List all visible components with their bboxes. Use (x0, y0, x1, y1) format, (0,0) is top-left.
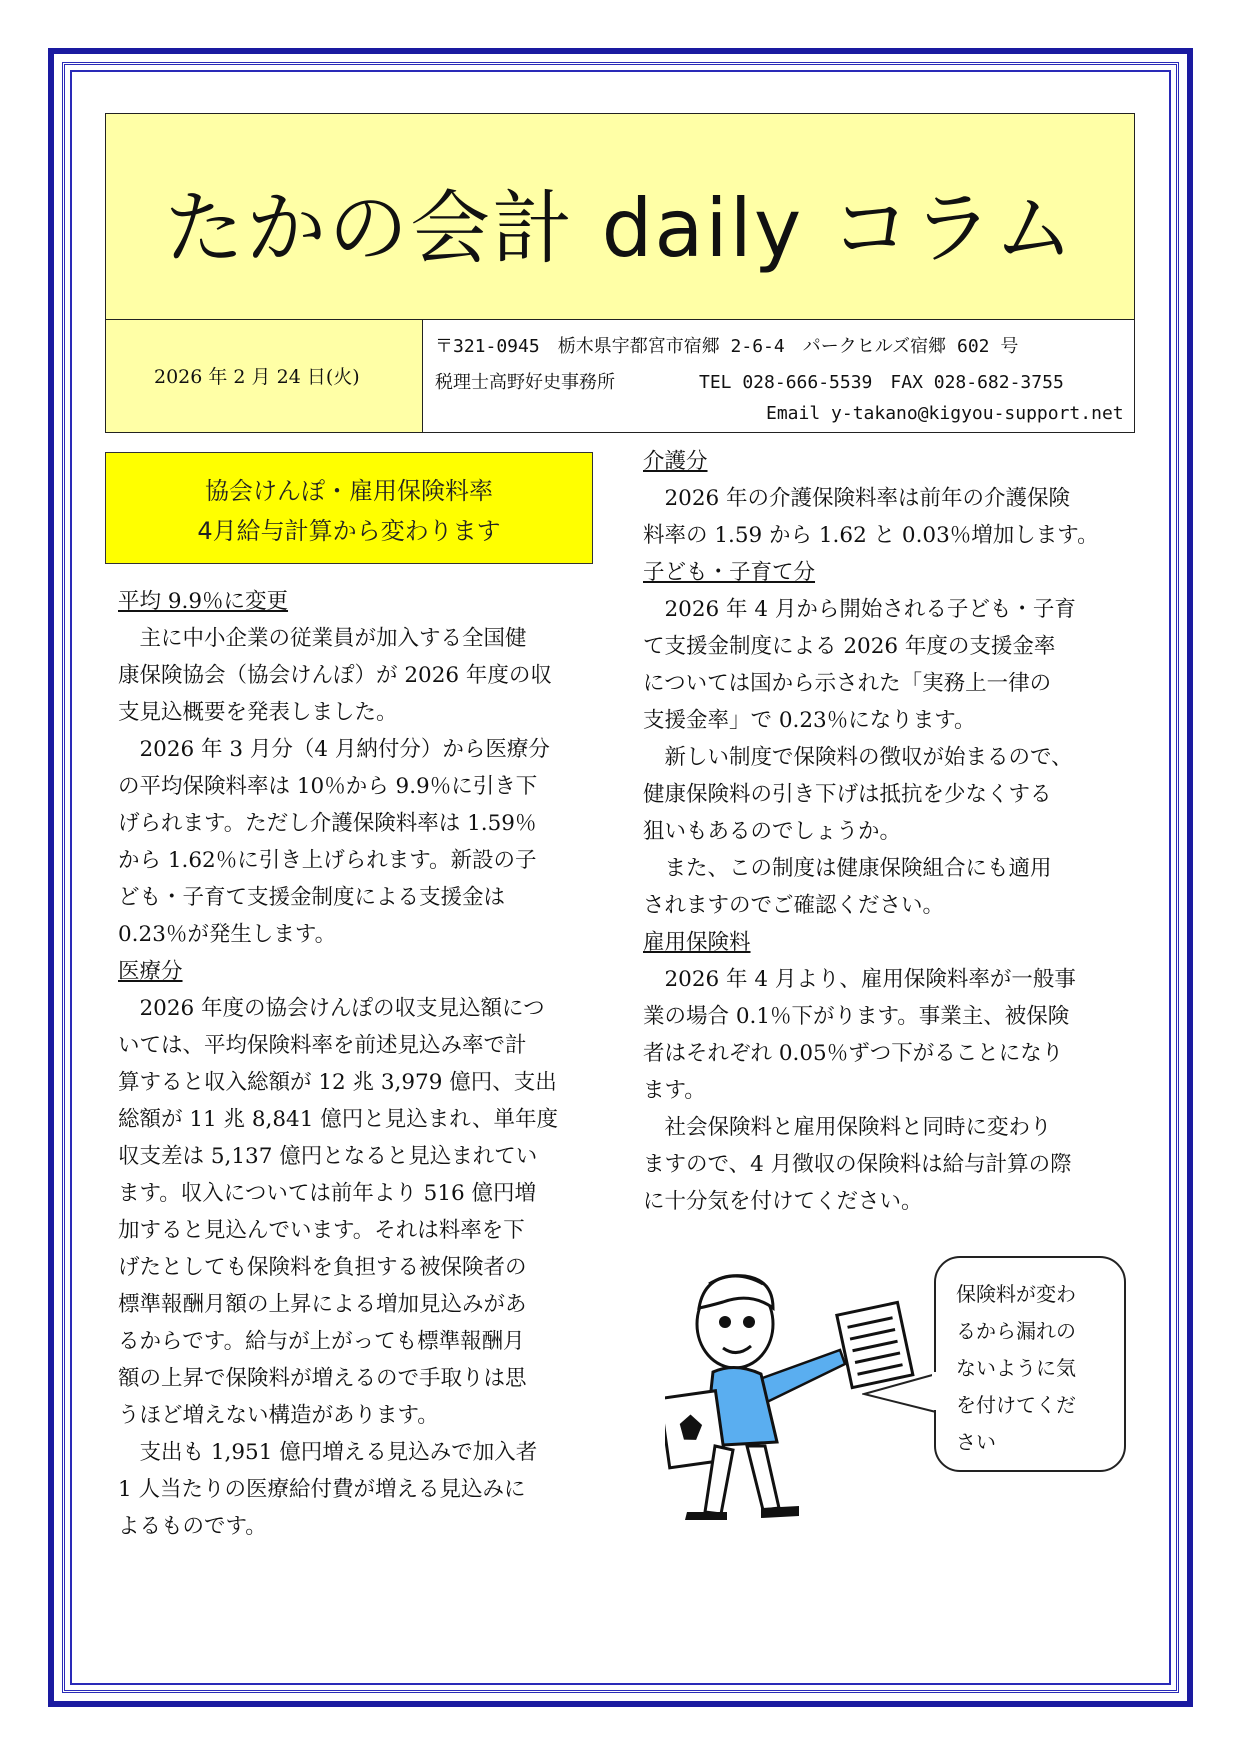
body-line: ますので、4 月徴収の保険料は給与計算の際 (643, 1152, 1072, 1177)
speech-bubble-line: 保険料が変わ (956, 1282, 1076, 1306)
body-line: 収支差は 5,137 億円となると見込まれてい (118, 1144, 538, 1169)
body-line: 料率の 1.59 から 1.62 と 0.03％増加します。 (643, 523, 1099, 548)
body-line: て支援金制度による 2026 年度の支援金率 (643, 634, 1056, 659)
section-heading: 平均 9.9％に変更 (118, 589, 289, 614)
body-line: については国から示された「実務上一律の (643, 671, 1052, 696)
body-line: 健康保険料の引き下げは抵抗を少なくする (643, 782, 1052, 807)
speech-bubble-line: るから漏れの (956, 1319, 1076, 1343)
body-line: 狙いもあるのでしょうか。 (643, 819, 902, 844)
body-line: ます。 (643, 1078, 706, 1103)
office-email: Email y-takano@kigyou-support.net (766, 403, 1124, 424)
bubble-tail-joint (932, 1372, 938, 1410)
body-line: 康保険協会（協会けんぽ）が 2026 年度の収 (118, 663, 552, 688)
right-column (643, 443, 1133, 1220)
body-line: に十分気を付けてください。 (643, 1189, 923, 1214)
section-heading: 子ども・子育て分 (643, 560, 816, 585)
body-line: 主に中小企業の従業員が加入する全国健 (118, 626, 527, 651)
contact-info (423, 320, 1134, 432)
left-column (118, 583, 603, 1545)
body-line: 支出も 1,951 億円増える見込みで加入者 (118, 1440, 538, 1465)
body-line: 新しい制度で保険料の徴収が始まるので、 (643, 745, 1073, 770)
body-line: 者はそれぞれ 0.05％ずつ下がることになり (643, 1041, 1064, 1066)
body-line: ます。収入については前年より 516 億円増 (118, 1181, 537, 1206)
section-heading: 介護分 (643, 449, 708, 474)
body-line: から 1.62％に引き上げられます。新設の子 (118, 848, 537, 873)
headline-line-2: 4月給与計算から変わります (197, 517, 501, 545)
body-line: 額の上昇で保険料が増えるので手取りは思 (118, 1366, 527, 1391)
body-line: されますのでご確認ください。 (643, 893, 945, 918)
section-heading: 医療分 (118, 959, 183, 984)
body-line: げられます。ただし介護保険料率は 1.59％ (118, 811, 537, 836)
body-line: 0.23％が発生します。 (118, 922, 337, 947)
section-heading: 雇用保険料 (643, 930, 751, 955)
body-line: げたとしても保険料を負担する被保険者の (118, 1255, 527, 1280)
body-line: うほど増えない構造があります。 (118, 1403, 439, 1428)
speech-bubble-line: ないように気 (956, 1356, 1076, 1380)
speech-bubble-line: を付けてくだ (956, 1393, 1076, 1417)
headline-box (105, 452, 593, 564)
speech-bubble-text (956, 1276, 1076, 1461)
body-line: 支見込概要を発表しました。 (118, 700, 398, 725)
body-line: よるものです。 (118, 1514, 267, 1539)
speech-bubble-tail (862, 1370, 942, 1420)
body-line: 総額が 11 兆 8,841 億円と見込まれ、単年度 (118, 1107, 559, 1132)
office-tel-fax: TEL 028-666-5539 FAX 028-682-3755 (699, 372, 1064, 393)
body-line: るからです。給与が上がっても標準報酬月 (118, 1329, 525, 1354)
office-name: 税理士高野好史事務所 (435, 372, 615, 393)
body-line: の平均保険料率は 10％から 9.9％に引き下 (118, 774, 538, 799)
body-line: ども・子育て支援金制度による支援金は (118, 885, 506, 910)
body-line: 業の場合 0.1％下がります。事業主、被保険 (643, 1004, 1070, 1029)
body-line: 算すると収入総額が 12 兆 3,979 億円、支出 (118, 1070, 557, 1095)
body-line: 1 人当たりの医療給付費が増える見込みに (118, 1477, 526, 1502)
body-line: 2026 年の介護保険料率は前年の介護保険 (643, 486, 1071, 511)
date-cell (106, 320, 423, 432)
headline-line-1: 協会けんぽ・雇用保険料率 (205, 477, 493, 505)
page-title: たかの会計 daily コラム (164, 182, 1076, 275)
body-line: いては、平均保険料率を前述見込み率で計 (118, 1033, 527, 1058)
title-box (106, 114, 1134, 320)
office-address: 〒321-0945 栃木県宇都宮市宿郷 2-6-4 パークヒルズ宿郷 602 号 (435, 336, 1019, 357)
body-line: 標準報酬月額の上昇による増加見込みがあ (118, 1292, 527, 1317)
body-line: 加すると見込んでいます。それは料率を下 (118, 1218, 525, 1243)
body-line: また、この制度は健康保険組合にも適用 (643, 856, 1052, 881)
body-line: 2026 年 4 月より、雇用保険料率が一般事 (643, 967, 1076, 992)
speech-bubble (934, 1256, 1126, 1472)
issue-date: 2026 年 2 月 24 日(火) (154, 366, 360, 388)
body-line: 2026 年度の協会けんぽの収支見込額につ (118, 996, 545, 1021)
speech-bubble-line: さい (956, 1430, 996, 1454)
body-line: 2026 年 4 月から開始される子ども・子育 (643, 597, 1076, 622)
body-line: 支援金率」で 0.23％になります。 (643, 708, 976, 733)
masthead (105, 113, 1135, 433)
body-line: 社会保険料と雇用保険料と同時に変わり (643, 1115, 1052, 1140)
body-line: 2026 年 3 月分（4 月納付分）から医療分 (118, 737, 550, 762)
